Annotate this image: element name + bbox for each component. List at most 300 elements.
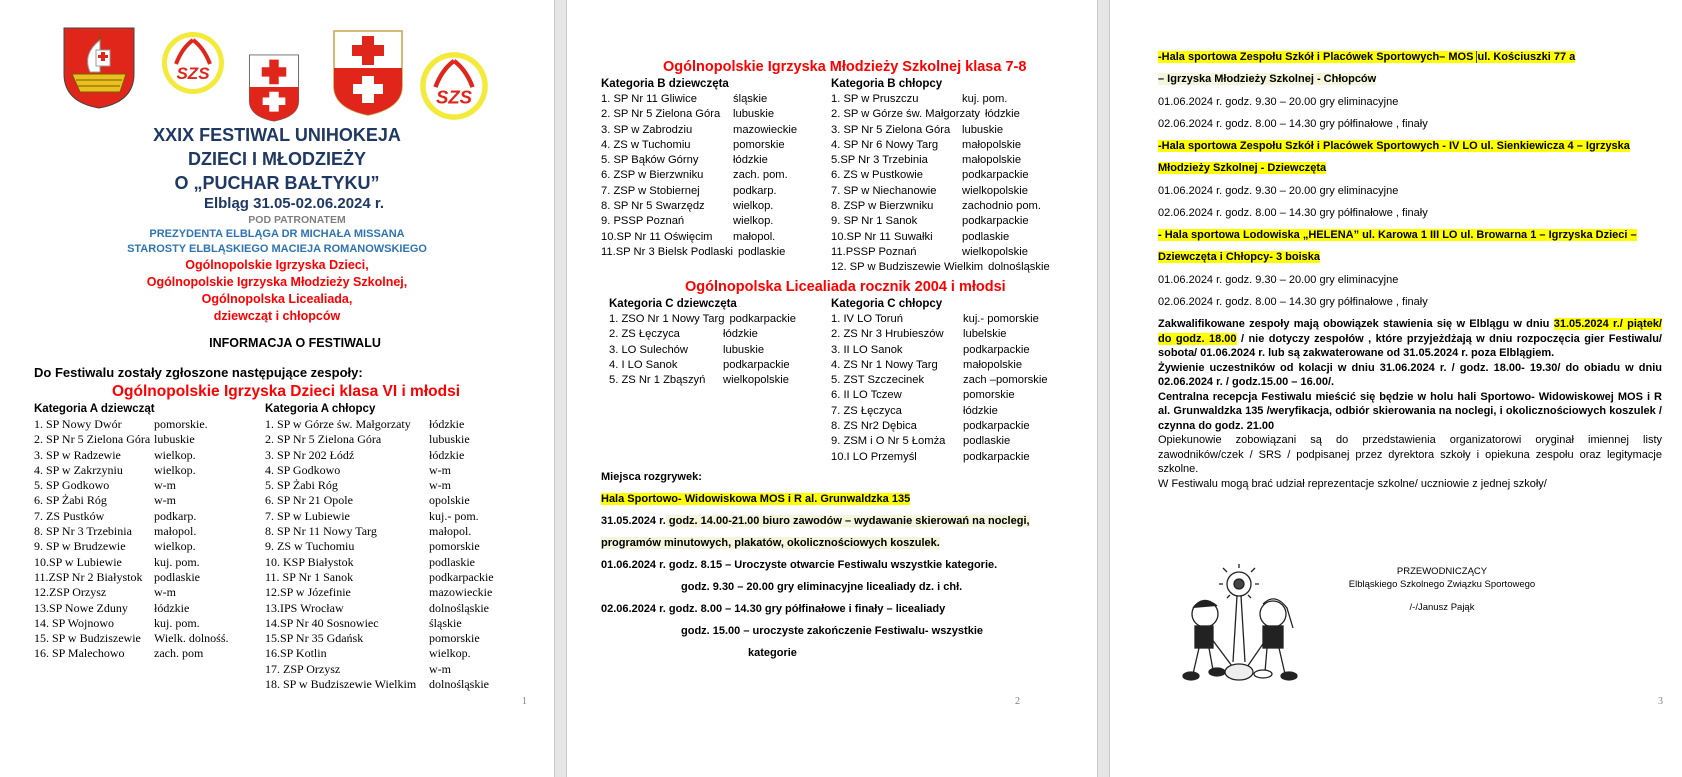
team-region: łódzkie	[429, 417, 465, 431]
info-heading: INFORMACJA O FESTIWALU	[209, 336, 381, 350]
venue-1-line-1	[1158, 50, 1575, 64]
festival-header	[0, 123, 554, 351]
team-row	[831, 245, 1091, 260]
team-name: 14. SP Wojnowo	[34, 615, 115, 630]
schedule-31-05-cont-text: programów minutowych, plakatów, okolicznościowych koszulek.	[601, 537, 940, 549]
team-row	[831, 312, 1093, 327]
team-row	[265, 493, 550, 508]
team-region: małopol.	[733, 230, 776, 243]
team-region: lubuskie	[154, 432, 195, 447]
team-row	[34, 448, 244, 463]
team-region: podkarp.	[154, 508, 197, 523]
patronage-label: POD PATRONATEM	[248, 214, 346, 226]
cat-b-boys-list	[831, 77, 1091, 276]
team-row	[831, 419, 1093, 434]
team-row	[831, 450, 1093, 465]
schedule-02-06-closing: godz. 15.00 – uroczyste zakończenie Festiwalu- wszystkie	[681, 625, 984, 637]
team-region: kuj.- pomorskie	[963, 313, 1039, 325]
cat-c-boys-heading: Kategoria C chłopcy	[831, 298, 943, 310]
title-line-3: O „PUCHAR BAŁTYKU”	[174, 173, 380, 193]
team-name: 9. ZS w Tuchomiu	[265, 539, 355, 554]
cat-c-girls-heading: Kategoria C dziewczęta	[609, 298, 737, 310]
team-name: 5. SP Bąków Górny	[601, 154, 699, 167]
team-region: podkarpackie	[963, 450, 1030, 463]
team-row	[265, 417, 550, 432]
team-name: 5. SP Żabi Róg	[265, 478, 338, 493]
team-region: dolnośląskie	[429, 600, 489, 615]
team-region: wielkopolskie	[962, 184, 1028, 197]
team-region: łódzkie	[723, 328, 758, 341]
cat-c-boys-list	[831, 297, 1093, 465]
team-name: 9. SP Nr 1 Sanok	[831, 215, 918, 228]
team-region: lubuskie	[723, 343, 765, 356]
team-name: 10. KSP Białystok	[265, 554, 354, 569]
team-name: 2. ZS Nr 3 Hrubieszów	[831, 328, 944, 341]
team-row	[831, 199, 1091, 214]
team-name: 2. SP Nr 5 Zielona Góra	[265, 432, 382, 447]
document-page-1	[0, 0, 554, 777]
team-name: 12. SP w Budziszewie Wielkim	[831, 261, 984, 274]
team-row	[601, 107, 816, 122]
team-region: podkarpackie	[723, 358, 790, 371]
team-row	[601, 230, 816, 245]
team-region: podlaskie	[963, 435, 1011, 448]
team-row	[601, 153, 816, 168]
team-region: pomorskie	[963, 389, 1015, 402]
team-name: 2. SP Nr 5 Zielona Góra	[601, 108, 721, 121]
team-row	[601, 184, 816, 199]
team-name: 13.IPS Wrocław	[265, 600, 344, 615]
team-name: 1. IV LO Toruń	[831, 313, 903, 325]
team-region: dolnośląskie	[988, 261, 1050, 274]
team-row	[265, 448, 550, 463]
team-name: 2. SP Nr 5 Zielona Góra	[34, 432, 151, 447]
arrival-text-a: Zakwalifikowane zespoły mają obowiązek stawienia się w Elblągu w dniu	[1158, 318, 1554, 330]
team-region: pomorskie	[429, 539, 480, 554]
schedule-31-05-cont	[601, 536, 940, 550]
team-row	[34, 570, 244, 585]
team-row	[265, 601, 550, 616]
team-name: 8. SP Nr 5 Swarzędz	[601, 200, 705, 213]
event-4: dziewcząt i chłopców	[213, 309, 341, 323]
cat-b-girls-list	[601, 77, 816, 260]
patron-2: STAROSTY ELBLĄSKIEGO MACIEJA ROMANOWSKIEGO	[127, 243, 427, 255]
venue-2-line-2	[1158, 161, 1326, 175]
title-line-2: DZIECI I MŁODZIEŻY	[188, 149, 366, 169]
team-row	[831, 327, 1093, 342]
team-name: 16. SP Malechowo	[34, 646, 125, 661]
team-region: wielkop.	[154, 539, 196, 554]
elblag-city-crest-icon	[247, 54, 301, 122]
team-region: śląskie	[733, 93, 768, 105]
team-row	[831, 358, 1093, 373]
team-region: łódzkie	[429, 447, 465, 462]
team-name: 7. SP w Lubiewie	[265, 508, 350, 523]
team-region: dolnośląskie	[429, 677, 489, 692]
team-name: 5. ZS Nr 1 Zbąszyń	[609, 374, 706, 387]
signature-block	[1322, 565, 1562, 614]
reception-paragraph: Centralna recepcja Festiwalu mieścić się będzie w holu hali Sportowo- Widowiskowej MOS i R al. Grunwaldzka 135 /weryfikacja, odbiór skierowania na noclegi, i okolicznościowych koszulek / czynna do godz. 21.00	[1158, 390, 1662, 432]
team-region: zach –pomorskie	[963, 374, 1048, 387]
section-b-title: Ogólnopolskie Igrzyska Młodzieży Szkolnej klasa 7-8	[663, 59, 1027, 75]
team-name: 4. ZS Nr 1 Nowy Targ	[831, 358, 938, 371]
team-row	[831, 123, 1091, 138]
team-row	[265, 631, 550, 646]
team-row	[831, 343, 1093, 358]
team-row	[831, 92, 1091, 107]
team-region: lubuskie	[962, 123, 1004, 136]
venue-1-name: -Hala sportowa Zespołu Szkół i Placówek Sportowych– MOS	[1158, 51, 1477, 63]
team-row	[34, 509, 244, 524]
team-region: wielkop.	[429, 646, 471, 661]
venue-2-name: -Hala sportowa Zespołu Szkół i Placówek Sportowych - IV LO ul. Sienkiewicza 4 – Igrzyska	[1158, 140, 1630, 152]
szs-logo-icon	[160, 30, 226, 96]
cat-a-boys-heading: Kategoria A chłopcy	[265, 403, 376, 415]
festival-date: Elbląg 31.05-02.06.2024 r.	[203, 195, 385, 212]
cat-a-boys-list	[265, 402, 550, 692]
team-row	[265, 524, 550, 539]
team-row	[265, 478, 550, 493]
team-region: pomorskie	[733, 138, 785, 151]
team-row	[831, 230, 1091, 245]
event-1: Ogólnopolskie Igrzyska Dzieci,	[185, 258, 369, 272]
team-name: 1. ZSO Nr 1 Nowy Targ	[609, 313, 725, 325]
elblag-ship-crest-icon	[62, 26, 136, 110]
team-region: małopol.	[429, 524, 472, 539]
team-region: w-m	[429, 478, 451, 493]
team-region: wielkopolskie	[962, 245, 1028, 258]
cat-b-girls-heading: Kategoria B dziewczęta	[601, 78, 729, 90]
team-name: 6. SP Żabi Róg	[34, 493, 107, 508]
team-row	[34, 631, 244, 646]
team-name: 18. SP w Budziszewie Wielkim	[265, 677, 417, 692]
team-region: w-m	[154, 478, 176, 493]
team-row	[34, 524, 244, 539]
team-region: Wielk. dolnośś.	[154, 631, 229, 646]
team-region: wielkop.	[154, 462, 196, 477]
team-name: 7. SP w Niechanowie	[831, 184, 937, 197]
team-name: 15.SP Nr 35 Gdańsk	[265, 631, 364, 646]
team-region: mazowieckie	[429, 585, 493, 600]
venue-1-line-2	[1158, 72, 1376, 86]
venue-3-day-1: 01.06.2024 r. godz. 9.30 – 20.00 gry eliminacyjne	[1158, 274, 1399, 286]
team-region: zach. pom	[154, 646, 204, 661]
team-region: śląskie	[429, 615, 462, 630]
venue-1-address: ul. Kościuszki 77 a	[1477, 51, 1576, 63]
team-name: 8. ZS Nr2 Dębica	[831, 420, 917, 433]
team-name: 3. LO Sulechów	[609, 343, 688, 356]
team-row	[609, 312, 824, 327]
team-row	[34, 616, 244, 631]
venue-3-name: - Hala sportowa Lodowiska „HELENA” ul. Karowa 1 III LO ul. Browarna 1 – Igrzyska Dzieci –	[1158, 229, 1637, 241]
team-region: podlaskie	[429, 554, 475, 569]
team-name: 4. SP Godkowo	[265, 462, 341, 477]
team-row	[265, 616, 550, 631]
team-region: podkarpackie	[962, 169, 1029, 182]
team-region: kuj. pom.	[154, 615, 200, 630]
szs-logo-text: SZS	[176, 64, 210, 83]
team-name: 2. ZS Łęczyca	[609, 328, 680, 341]
team-region: kuj. pom.	[962, 93, 1008, 105]
team-region: podkarpackie	[429, 569, 494, 584]
venue-1-day-2: 02.06.2024 r. godz. 8.00 – 14.30 gry półfinałowe , finały	[1158, 118, 1428, 130]
team-region: wielkop.	[154, 447, 196, 462]
event-3: Ogólnopolska Licealiada,	[201, 292, 353, 306]
team-row	[609, 373, 824, 388]
team-name: 7. ZSP w Stobiernej	[601, 184, 700, 197]
signature-organization: Elbląskiego Szkolnego Związku Sportowego	[1348, 579, 1536, 590]
schedule-31-05-text: godz. 14.00-21.00 biuro zawodów – wydawanie skierowań na noclegi,	[665, 515, 1030, 527]
team-row	[34, 478, 244, 493]
schedule-02-06-closing-cont: kategorie	[748, 647, 797, 659]
team-row	[831, 107, 1091, 122]
team-region: kuj. pom.	[154, 554, 200, 569]
venue-1-event: – Igrzyska Młodzieży Szkolnej - Chłopców	[1158, 73, 1377, 85]
document-page-2	[567, 0, 1097, 777]
team-row	[831, 404, 1093, 419]
team-region: łódzkie	[963, 404, 998, 417]
title-line-1: XXIX FESTIWAL UNIHOKEJA	[153, 125, 401, 145]
team-region: podlaskie	[962, 230, 1010, 243]
event-2: Ogólnopolskie Igrzyska Młodzieży Szkolnej,	[146, 275, 408, 289]
team-region: wielkop.	[733, 200, 774, 213]
team-row	[34, 555, 244, 570]
team-row	[831, 138, 1091, 153]
section-c-title: Ogólnopolska Licealiada rocznik 2004 i młodsi	[685, 279, 1006, 295]
team-row	[265, 509, 550, 524]
team-row	[265, 677, 550, 692]
team-name: 8. ZSP w Bierzwniku	[831, 200, 934, 213]
team-row	[34, 539, 244, 554]
signature-title: PRZEWODNICZĄCY	[1396, 566, 1488, 577]
team-row	[265, 662, 550, 677]
team-name: 5. ZST Szczecinek	[831, 374, 925, 387]
team-name: 10.SP w Lubiewie	[34, 554, 122, 569]
team-name: 3. SP w Radzewie	[34, 447, 121, 462]
team-name: 11.SP Nr 3 Bielsk Podlaski	[601, 245, 734, 258]
team-name: 4. SP Nr 6 Nowy Targ	[831, 138, 939, 151]
team-name: 17. ZSP Orzysz	[265, 661, 341, 676]
team-row	[34, 646, 244, 661]
team-row	[831, 260, 1091, 275]
guardians-paragraph: Opiekunowie zobowiązani są do przedstawienia organizatorowi oryginał imiennej listy zawodników/czek / SRS / podpisanej przez dyrektora szkoły i opiekuna zespołu oraz legitymacje szkolne.	[1158, 434, 1662, 475]
team-region: wielkopolskie	[723, 374, 789, 387]
team-row	[34, 601, 244, 616]
team-row	[609, 343, 824, 358]
schedule-31-05	[601, 514, 1030, 528]
team-name: 6. ZSP w Bierzwniku	[601, 169, 704, 182]
signature-name: /-/Janusz Pająk	[1409, 602, 1475, 613]
team-region: lubelskie	[963, 328, 1007, 341]
team-row	[601, 199, 816, 214]
team-region: małopolskie	[962, 154, 1022, 167]
team-region: małopol.	[154, 524, 197, 539]
team-region: w-m	[154, 585, 176, 600]
team-row	[34, 417, 244, 432]
patron-1: PREZYDENTA ELBLĄGA DR MICHAŁA MISSANA	[149, 228, 405, 240]
team-row	[34, 493, 244, 508]
floorball-kids-mascot-icon	[1175, 562, 1307, 686]
cat-b-boys-heading: Kategoria B chłopcy	[831, 78, 943, 90]
team-name: 6. SP Nr 21 Opole	[265, 493, 353, 508]
team-row	[265, 585, 550, 600]
team-region: podlaskie	[738, 245, 786, 258]
team-region: lubuskie	[429, 432, 470, 447]
szs-logo-text-2: SZS	[435, 86, 473, 108]
team-region: zach. pom.	[733, 169, 788, 182]
team-name: 5. SP Godkowo	[34, 478, 110, 493]
notes-stack	[1158, 317, 1662, 491]
team-row	[609, 327, 824, 342]
elblag-county-crest-icon	[333, 30, 403, 116]
team-region: małopolskie	[962, 138, 1022, 151]
team-name: 7. ZS Łęczyca	[831, 404, 902, 417]
venue-2-event: Młodzieży Szkolnej - Dziewczęta	[1158, 162, 1327, 174]
team-region: łódzkie	[154, 600, 190, 615]
team-name: 5.SP Nr 3 Trzebinia	[831, 154, 928, 167]
team-name: 8. SP Nr 3 Trzebinia	[34, 524, 132, 539]
team-name: 3. SP w Zabrodziu	[601, 123, 693, 136]
team-region: podkarp.	[733, 184, 777, 197]
team-name: 6. II LO Tczew	[831, 389, 902, 402]
team-row	[831, 214, 1091, 229]
venue-3-line-2	[1158, 250, 1320, 264]
section-a-title: Ogólnopolskie Igrzyska Dzieci klasa VI i młodsi	[112, 383, 461, 400]
team-region: podkarpackie	[729, 313, 796, 325]
szs-logo-icon-2	[418, 50, 490, 122]
page-number-3: 3	[1658, 696, 1663, 707]
team-row	[34, 585, 244, 600]
arrival-paragraph	[1158, 317, 1662, 361]
team-row	[601, 168, 816, 183]
venues-heading: Miejsca rozgrywek:	[601, 471, 702, 483]
cat-a-girls-heading: Kategoria A dziewcząt	[34, 403, 155, 415]
team-row	[265, 432, 550, 447]
arrival-text-b: / nie dotyczy zespołów , które przyjeżdżają w dniu rozpoczęcia gier Festiwalu/ sobota/ 01.06.2024 r. lub są zakwaterowane od 31.05.2024 r. poza Elblągiem.	[1158, 332, 1662, 359]
team-name: 11.ZSP Nr 2 Białystok	[34, 569, 143, 584]
info-subheading: Do Festiwalu zostały zgłoszone następujące zespoły:	[34, 365, 363, 380]
schedule-01-06-games: godz. 9.30 – 20.00 gry eliminacyjne licealiady dz. i chł.	[681, 581, 963, 593]
schedule-31-05-date: 31.05.2024 r.	[601, 515, 666, 527]
team-name: 1. SP w Pruszczu	[831, 93, 919, 105]
team-region: łódzkie	[733, 154, 768, 167]
team-row	[831, 168, 1091, 183]
team-name: 10.SP Nr 11 Suwałki	[831, 230, 933, 243]
team-name: 12.SP w Józefinie	[265, 585, 351, 600]
team-row	[601, 138, 816, 153]
page-number-1: 1	[522, 696, 527, 707]
team-name: 1. SP Nowy Dwór	[34, 417, 122, 431]
team-region: podlaskie	[154, 569, 200, 584]
eligibility-paragraph: W Festiwalu mogą brać udział reprezentacje szkolne/ uczniowie z jednej szkoły/	[1158, 477, 1547, 490]
team-name: 6. ZS w Pustkowie	[831, 169, 924, 182]
page-number-2: 2	[1015, 696, 1020, 707]
team-name: 4. ZS w Tuchomiu	[601, 138, 691, 151]
team-row	[831, 184, 1091, 199]
team-row	[265, 539, 550, 554]
team-row	[265, 570, 550, 585]
venue-3-day-2: 02.06.2024 r. godz. 8.00 – 14.30 gry półfinałowe , finały	[1158, 296, 1428, 308]
venue-3-line-1	[1158, 228, 1637, 242]
team-row	[601, 245, 816, 260]
team-name: 1. SP Nr 11 Gliwice	[601, 93, 697, 105]
page-gutter-2	[1097, 0, 1110, 777]
team-region: mazowieckie	[733, 123, 798, 136]
team-region: pomorskie.	[154, 417, 208, 431]
arrival-deadline: 31.05.2024 r./ piątek/ do godz. 18.00	[1158, 318, 1662, 345]
team-name: 13.SP Nowe Zduny	[34, 600, 128, 615]
team-region: wielkop.	[733, 215, 774, 228]
team-row	[265, 463, 550, 478]
catering-paragraph: Żywienie uczestników od kolacji w dniu 31.06.2024 r. / godz. 18.00- 19.30/ do obiadu w dniu 02.06.2024 r. / godz.15.00 – 16.00/.	[1158, 361, 1662, 388]
team-row	[831, 434, 1093, 449]
venue-1-day-1: 01.06.2024 r. godz. 9.30 – 20.00 gry eliminacyjne	[1158, 96, 1399, 108]
schedule-01-06: 01.06.2024 r. godz. 8.15 – Uroczyste otwarcie Festiwalu wszystkie kategorie.	[601, 559, 998, 571]
team-row	[601, 214, 816, 229]
team-row	[609, 358, 824, 373]
team-row	[831, 373, 1093, 388]
team-name: 3. SP Nr 202 Łódź	[265, 447, 355, 462]
team-region: w-m	[429, 462, 451, 477]
team-name: 4. SP w Zakrzyniu	[34, 462, 123, 477]
cat-c-girls-list	[609, 297, 824, 388]
team-name: 9. ZSM i O Nr 5 Łomża	[831, 435, 946, 448]
team-name: 10.SP Nr 11 Oświęcim	[601, 230, 713, 243]
team-name: 3. II LO Sanok	[831, 343, 903, 356]
venue-main-text: Hala Sportowo- Widowiskowa MOS i R al. Grunwaldzka 135	[601, 493, 911, 505]
team-row	[601, 123, 816, 138]
venue-2-line-1	[1158, 139, 1630, 153]
venue-2-day-1: 01.06.2024 r. godz. 9.30 – 20.00 gry eliminacyjne	[1158, 185, 1399, 197]
team-name: 11. SP Nr 1 Sanok	[265, 569, 354, 584]
team-name: 1. SP w Górze św. Małgorzaty	[265, 417, 411, 431]
team-name: 8. SP Nr 11 Nowy Targ	[265, 524, 377, 539]
venue-3-event: Dziewczęta i Chłopcy- 3 boiska	[1158, 251, 1320, 263]
team-row	[34, 432, 244, 447]
page-gutter	[554, 0, 567, 777]
team-name: 2. SP w Górze św. Małgorzaty	[831, 108, 981, 121]
team-region: w-m	[429, 661, 451, 676]
team-name: 3. SP Nr 5 Zielona Góra	[831, 123, 951, 136]
team-region: opolskie	[429, 493, 470, 508]
venue-main	[601, 492, 910, 506]
team-region: zachodnio pom.	[962, 200, 1041, 213]
team-row	[831, 153, 1091, 168]
team-name: 15. SP w Budziszewie	[34, 631, 141, 646]
team-row	[265, 646, 550, 661]
venue-2-day-2: 02.06.2024 r. godz. 8.00 – 14.30 gry półfinałowe , finały	[1158, 207, 1428, 219]
team-name: 9. SP w Brudzewie	[34, 539, 126, 554]
team-region: podkarpackie	[963, 343, 1030, 356]
document-page-3	[1110, 0, 1682, 777]
team-name: 14.SP Nr 40 Sosnowiec	[265, 615, 379, 630]
cat-a-girls-list	[34, 402, 244, 662]
team-region: lubuskie	[733, 108, 775, 121]
team-row	[601, 92, 816, 107]
team-name: 7. ZS Pustków	[34, 508, 105, 523]
team-name: 9. PSSP Poznań	[601, 215, 685, 228]
team-name: 11.PSSP Poznań	[831, 245, 917, 258]
team-name: 12.ZSP Orzysz	[34, 585, 107, 600]
team-region: podkarpackie	[962, 215, 1029, 228]
team-name: 16.SP Kotlin	[265, 646, 327, 661]
team-name: 10.I LO Przemyśl	[831, 450, 917, 463]
team-region: pomorskie	[429, 631, 480, 646]
team-region: kuj.- pom.	[429, 508, 479, 523]
team-name: 4. I LO Sanok	[609, 358, 678, 371]
team-region: w-m	[154, 493, 176, 508]
team-region: podkarpackie	[963, 420, 1030, 433]
